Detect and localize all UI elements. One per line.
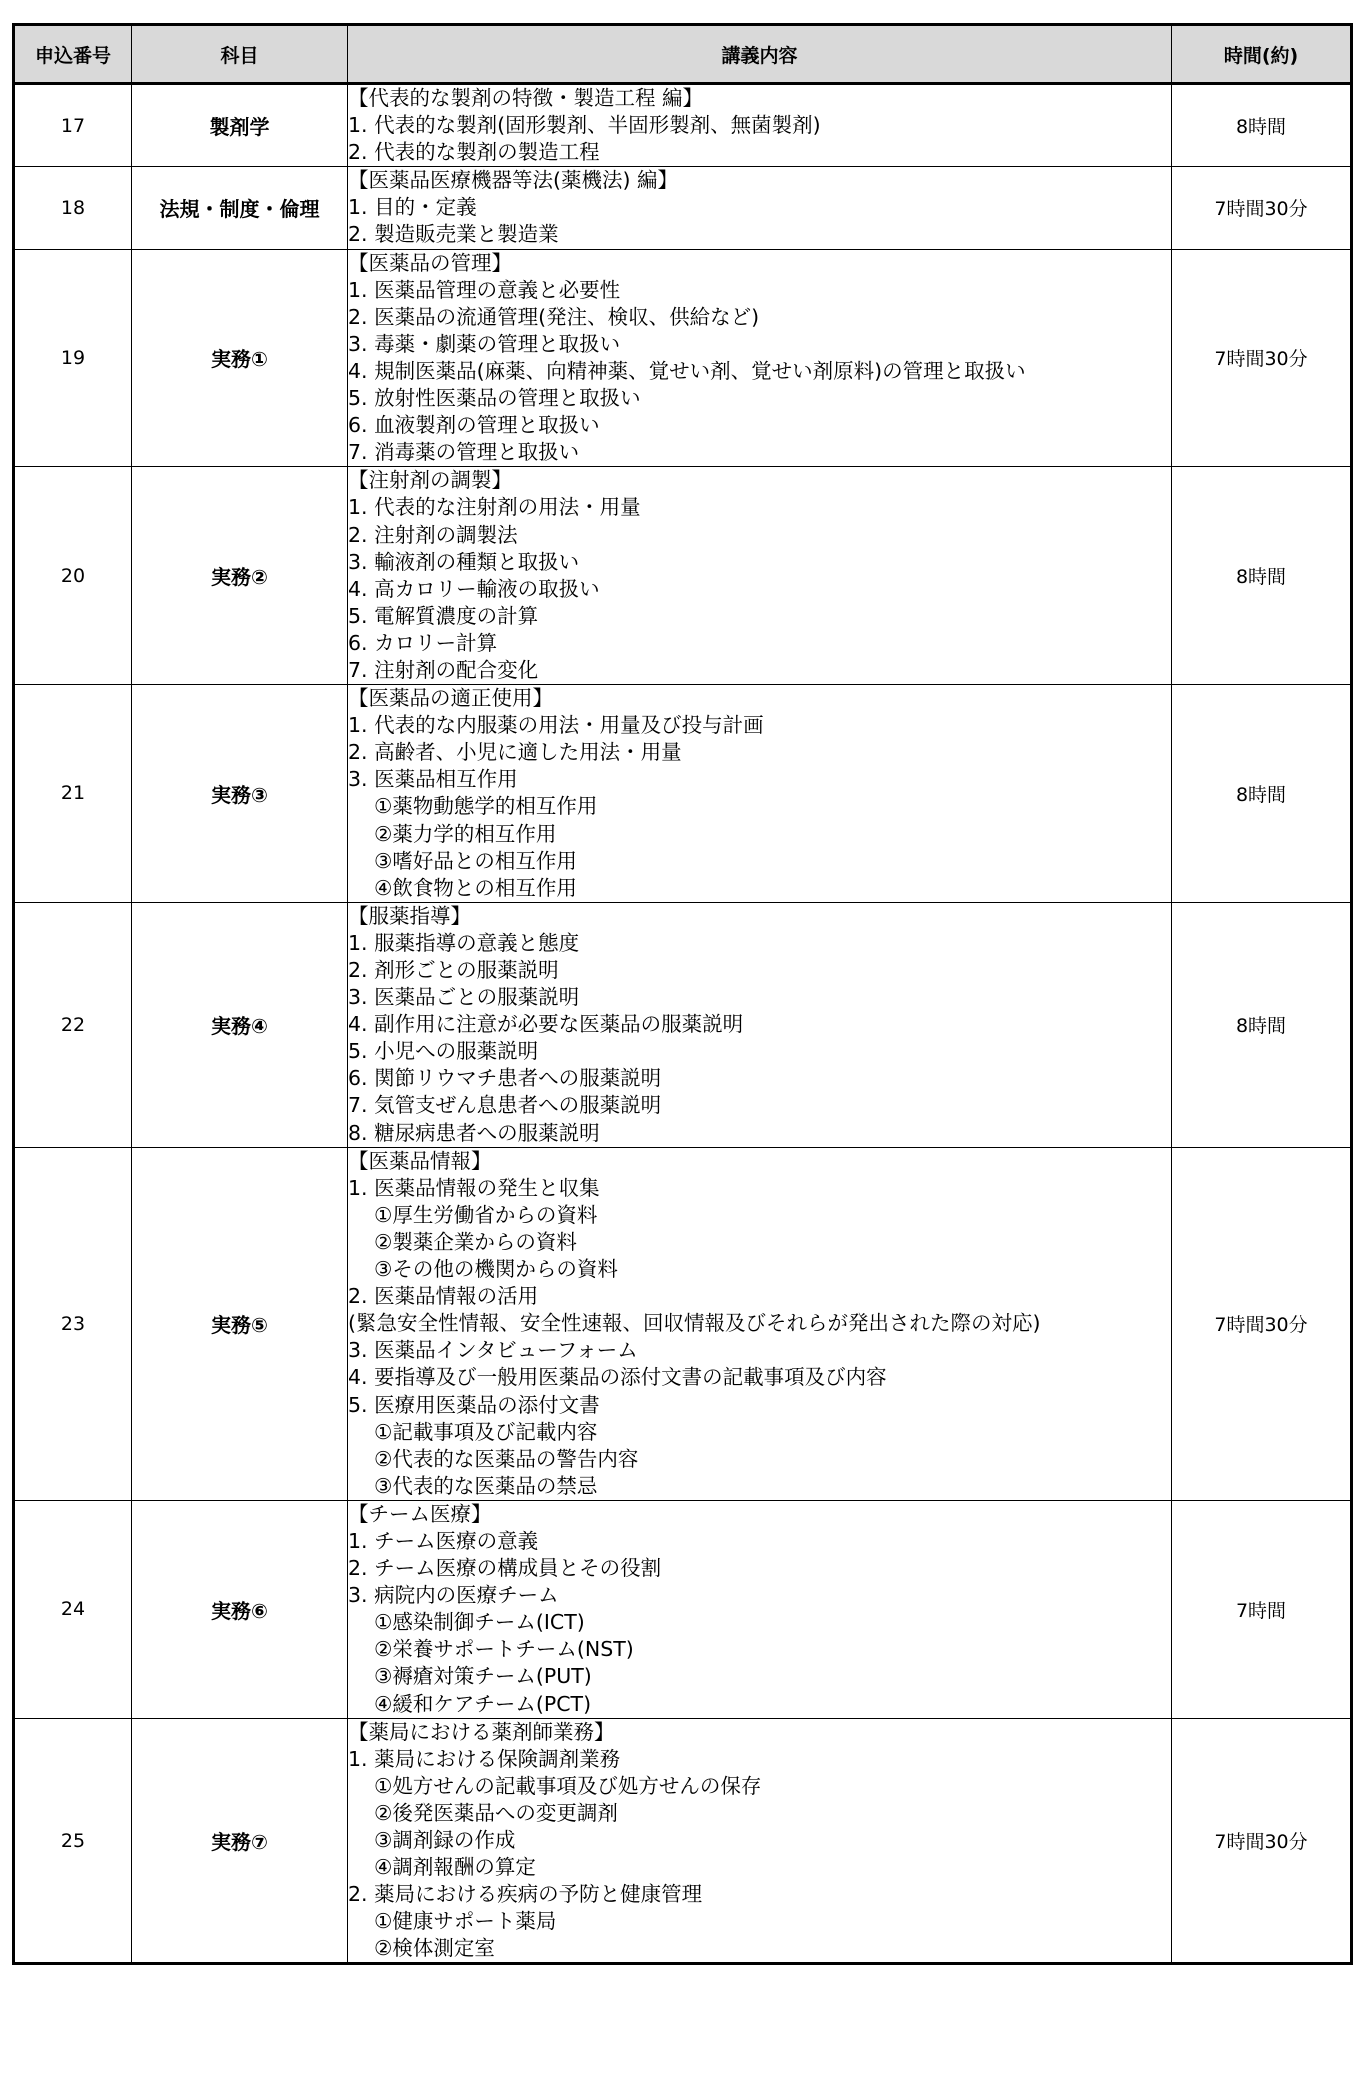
- content-line: 5. 医療用医薬品の添付文書: [348, 1392, 600, 1417]
- course-hours: 7時間30分: [1172, 167, 1352, 249]
- course-hours: 7時間30分: [1172, 1718, 1352, 1964]
- course-content: [348, 467, 1172, 685]
- content-line: 2. 製造販売業と製造業: [348, 222, 559, 247]
- header-number: 申込番号: [14, 25, 132, 84]
- table-row: [14, 1147, 1352, 1500]
- course-content: [348, 1147, 1172, 1500]
- content-subitem: ③代表的な医薬品の禁忌: [374, 1473, 598, 1498]
- content-line: 3. 病院内の医療チーム: [348, 1583, 559, 1608]
- content-subitem: ③調剤録の作成: [374, 1828, 516, 1852]
- content-line: 5. 電解質濃度の計算: [348, 603, 539, 628]
- content-line: 【チーム医療】: [348, 1501, 492, 1526]
- content-line: 6. 血液製剤の管理と取扱い: [348, 413, 600, 438]
- content-line: 5. 小児への服薬説明: [348, 1039, 539, 1064]
- course-content: [348, 167, 1172, 249]
- content-subitem: ③その他の機関からの資料: [374, 1257, 618, 1282]
- course-subject: 実務①: [132, 249, 348, 467]
- content-line: 2. 剤形ごとの服薬説明: [348, 958, 559, 982]
- course-number: 22: [14, 902, 132, 1147]
- content-line: 3. 毒薬・劇薬の管理と取扱い: [348, 331, 621, 356]
- course-number: 18: [14, 167, 132, 249]
- course-number: 20: [14, 467, 132, 685]
- content-line: 1. チーム医療の意義: [348, 1528, 539, 1553]
- course-number: 23: [14, 1147, 132, 1500]
- content-line: 6. 関節リウマチ患者への服薬説明: [348, 1066, 662, 1091]
- course-hours: 8時間: [1172, 685, 1352, 903]
- course-content: [348, 902, 1172, 1147]
- content-subitem: ①処方せんの記載事項及び処方せんの保存: [374, 1773, 762, 1798]
- course-hours: 7時間30分: [1172, 1147, 1352, 1500]
- content-line: 4. 副作用に注意が必要な医薬品の服薬説明: [348, 1012, 744, 1037]
- content-subitem: ③嗜好品との相互作用: [374, 848, 577, 873]
- content-line: 5. 放射性医薬品の管理と取扱い: [348, 386, 641, 411]
- table-row: [14, 1500, 1352, 1718]
- content-subitem: ②薬力学的相互作用: [374, 821, 557, 846]
- course-content: [348, 1500, 1172, 1718]
- content-subitem: ①薬物動態学的相互作用: [374, 794, 598, 819]
- content-subitem: ③褥瘡対策チーム(PUT): [374, 1664, 592, 1689]
- content-line: 【代表的な製剤の特徴・製造工程 編】: [348, 86, 704, 110]
- course-hours: 8時間: [1172, 467, 1352, 685]
- table-row: [14, 685, 1352, 903]
- content-line: 2. 代表的な製剤の製造工程: [348, 140, 600, 165]
- content-line: 8. 糖尿病患者への服薬説明: [348, 1120, 600, 1145]
- content-line: 【医薬品の適正使用】: [348, 686, 553, 711]
- content-line: 2. チーム医療の構成員とその役割: [348, 1556, 662, 1581]
- course-hours: 7時間: [1172, 1500, 1352, 1718]
- content-line: 1. 目的・定義: [348, 195, 477, 220]
- content-line: 2. 薬局における疾病の予防と健康管理: [348, 1882, 703, 1907]
- course-subject: 実務⑤: [132, 1147, 348, 1500]
- content-subitem: ④飲食物との相互作用: [374, 875, 577, 900]
- content-subitem: ①記載事項及び記載内容: [374, 1419, 598, 1444]
- header-content: 講義内容: [348, 25, 1172, 84]
- course-content: [348, 685, 1172, 903]
- content-line: 1. 代表的な製剤(固形製剤、半固形製剤、無菌製剤): [348, 113, 821, 138]
- content-line: 3. 輸液剤の種類と取扱い: [348, 549, 580, 574]
- header-hours: 時間(約): [1172, 25, 1352, 84]
- content-line: 4. 規制医薬品(麻薬、向精神薬、覚せい剤、覚せい剤原料)の管理と取扱い: [348, 358, 1026, 383]
- course-number: 24: [14, 1500, 132, 1718]
- content-line: 【医薬品情報】: [348, 1148, 492, 1173]
- course-subject: 実務⑦: [132, 1718, 348, 1964]
- content-line: 2. 医薬品情報の活用: [348, 1284, 539, 1309]
- table-row: [14, 467, 1352, 685]
- content-line: 2. 注射剤の調製法: [348, 522, 518, 547]
- course-hours: 8時間: [1172, 902, 1352, 1147]
- content-line: 【医薬品医療機器等法(薬機法) 編】: [348, 168, 679, 193]
- content-line: 1. 代表的な注射剤の用法・用量: [348, 495, 641, 520]
- table-row: [14, 167, 1352, 249]
- content-subitem: ①感染制御チーム(ICT): [374, 1610, 585, 1635]
- content-line: 【医薬品の管理】: [348, 250, 512, 275]
- content-line: 4. 高カロリー輸液の取扱い: [348, 576, 600, 601]
- table-header: [14, 25, 1352, 84]
- content-subitem: ②代表的な医薬品の警告内容: [374, 1446, 639, 1471]
- content-line: 3. 医薬品インタビューフォーム: [348, 1338, 638, 1363]
- course-number: 21: [14, 685, 132, 903]
- course-subject: 実務⑥: [132, 1500, 348, 1718]
- content-subitem: ④緩和ケアチーム(PCT): [374, 1691, 592, 1716]
- course-number: 19: [14, 249, 132, 467]
- content-line: 3. 医薬品ごとの服薬説明: [348, 985, 580, 1010]
- content-line: 2. 高齢者、小児に適した用法・用量: [348, 740, 682, 765]
- content-line: 7. 消毒薬の管理と取扱い: [348, 440, 580, 465]
- content-subitem: ④調剤報酬の算定: [374, 1855, 536, 1880]
- header-subject: 科目: [132, 25, 348, 84]
- content-line: 1. 薬局における保険調剤業務: [348, 1746, 621, 1771]
- content-line: 6. カロリー計算: [348, 630, 498, 655]
- course-subject: 実務④: [132, 902, 348, 1147]
- course-subject: 実務②: [132, 467, 348, 685]
- content-line: 7. 注射剤の配合変化: [348, 657, 539, 682]
- course-subject: 法規・制度・倫理: [132, 167, 348, 249]
- content-line: 【注射剤の調製】: [348, 468, 512, 493]
- content-line: 【薬局における薬剤師業務】: [348, 1719, 615, 1744]
- content-line: 1. 代表的な内服薬の用法・用量及び投与計画: [348, 713, 764, 738]
- course-number: 25: [14, 1718, 132, 1964]
- content-subitem: ①厚生労働省からの資料: [374, 1202, 598, 1227]
- table-row: [14, 902, 1352, 1147]
- course-content: [348, 1718, 1172, 1964]
- table-row: [14, 249, 1352, 467]
- table-row: [14, 84, 1352, 167]
- content-subitem: ②製薬企業からの資料: [374, 1229, 577, 1254]
- content-line: (緊急安全性情報、安全性速報、回収情報及びそれらが発出された際の対応): [348, 1311, 1041, 1336]
- course-subject: 実務③: [132, 685, 348, 903]
- content-line: 4. 要指導及び一般用医薬品の添付文書の記載事項及び内容: [348, 1365, 887, 1390]
- content-line: 3. 医薬品相互作用: [348, 767, 518, 792]
- course-number: 17: [14, 84, 132, 167]
- content-line: 2. 医薬品の流通管理(発注、検収、供給など): [348, 304, 760, 329]
- header-row: [14, 25, 1352, 84]
- content-line: 【服薬指導】: [348, 903, 471, 928]
- content-line: 1. 医薬品情報の発生と収集: [348, 1175, 600, 1200]
- course-subject: 製剤学: [132, 84, 348, 167]
- course-content: [348, 249, 1172, 467]
- course-hours: 8時間: [1172, 84, 1352, 167]
- content-line: 1. 医薬品管理の意義と必要性: [348, 277, 621, 302]
- content-line: 1. 服薬指導の意義と態度: [348, 930, 580, 955]
- content-subitem: ②後発医薬品への変更調剤: [374, 1800, 618, 1825]
- content-subitem: ①健康サポート薬局: [374, 1909, 557, 1934]
- table-body: [14, 84, 1352, 1964]
- content-subitem: ②栄養サポートチーム(NST): [374, 1637, 634, 1662]
- course-table: [12, 23, 1353, 1965]
- table-row: [14, 1718, 1352, 1964]
- course-hours: 7時間30分: [1172, 249, 1352, 467]
- content-subitem: ②検体測定室: [374, 1936, 495, 1961]
- content-line: 7. 気管支ぜん息患者への服薬説明: [348, 1093, 662, 1118]
- course-content: [348, 84, 1172, 167]
